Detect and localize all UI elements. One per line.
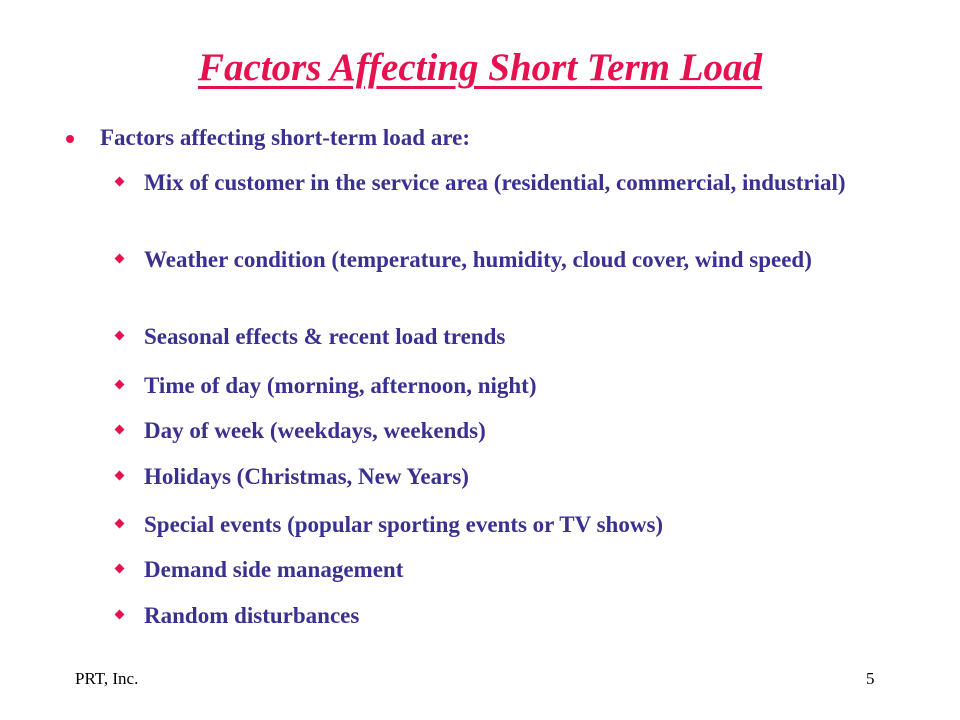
list-item-text: Seasonal effects & recent load trends xyxy=(144,324,506,349)
list-item-text: Day of week (weekdays, weekends) xyxy=(144,418,486,443)
diamond-bullet-icon xyxy=(115,519,125,529)
list-item xyxy=(144,320,884,353)
diamond-bullet-icon xyxy=(115,425,125,435)
diamond-bullet-icon xyxy=(115,177,125,187)
diamond-bullet-icon xyxy=(115,380,125,390)
list-item-text: Random disturbances xyxy=(144,603,360,628)
list-item xyxy=(144,553,884,586)
diamond-bullet-icon xyxy=(115,471,125,481)
list-item xyxy=(144,599,884,632)
list-item xyxy=(144,414,884,447)
list-item xyxy=(144,508,884,541)
slide-title: Factors Affecting Short Term Load xyxy=(197,46,763,89)
intro-bullet-text: Factors affecting short-term load are: xyxy=(100,125,470,150)
list-item-text: Special events (popular sporting events or TV shows) xyxy=(144,512,664,537)
list-item-text: Weather condition (temperature, humidity, cloud cover, wind speed) xyxy=(144,247,812,272)
list-item xyxy=(144,460,884,493)
list-item-text: Mix of customer in the service area (residential, commercial, industrial) xyxy=(144,170,846,195)
list-item-text: Demand side management xyxy=(144,557,404,582)
list-item xyxy=(144,166,884,199)
diamond-bullet-icon xyxy=(115,331,125,341)
list-item xyxy=(144,243,884,276)
list-item-text: Time of day (morning, afternoon, night) xyxy=(144,373,537,398)
page-number: 5 xyxy=(866,669,875,688)
diamond-bullet-icon xyxy=(115,254,125,264)
list-item xyxy=(144,369,884,402)
diamond-bullet-icon xyxy=(115,564,125,574)
diamond-bullet-icon xyxy=(115,610,125,620)
footer-company: PRT, Inc. xyxy=(75,669,139,688)
list-item-text: Holidays (Christmas, New Years) xyxy=(144,464,469,489)
